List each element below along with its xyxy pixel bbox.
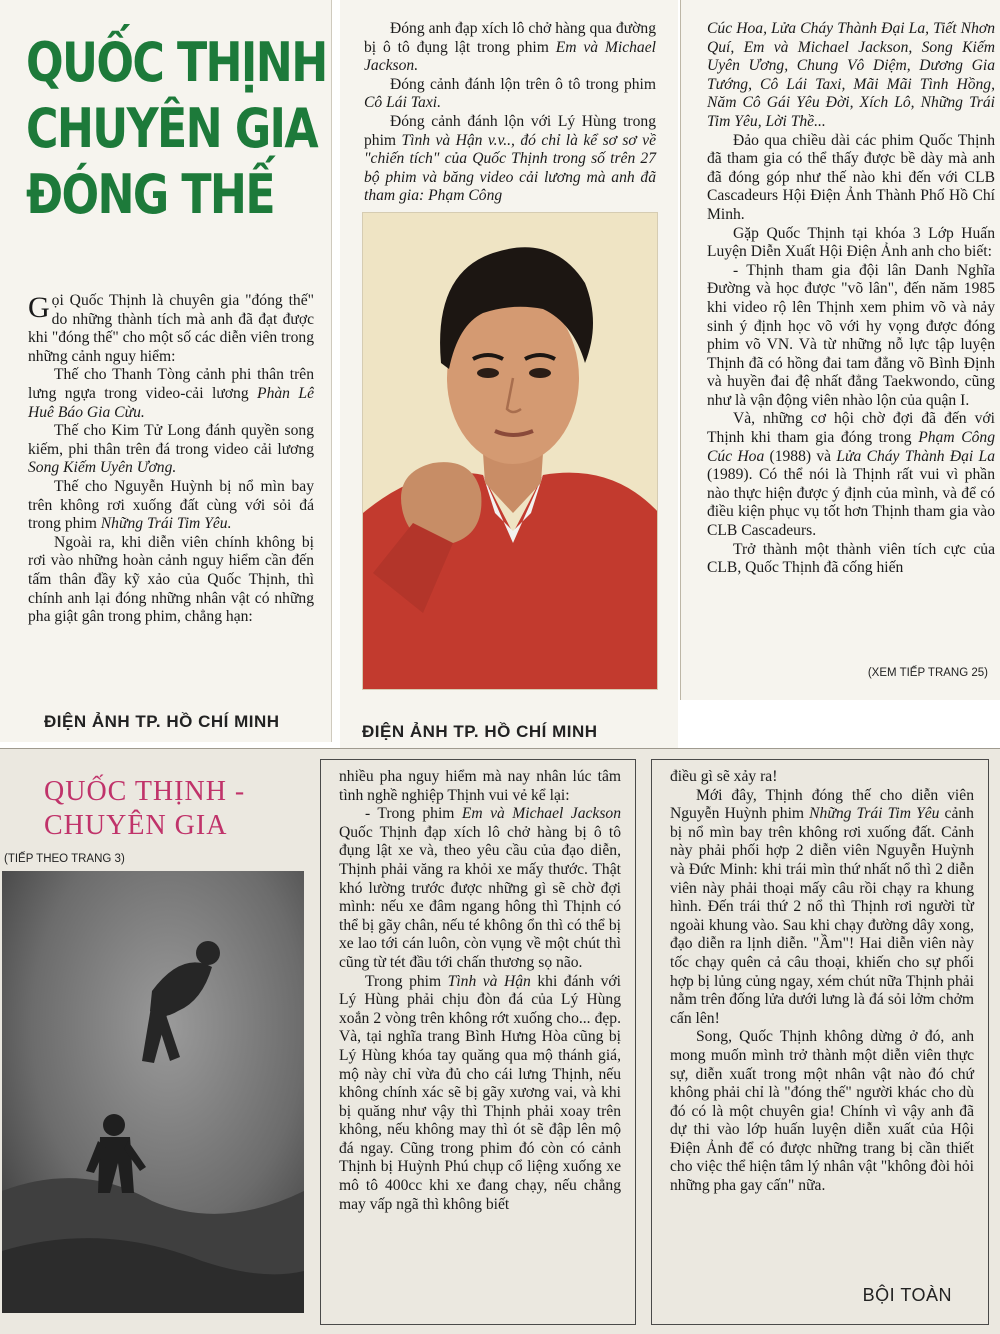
continuation-column bbox=[651, 759, 989, 1325]
article-column bbox=[364, 20, 656, 206]
continuation-column bbox=[320, 759, 636, 1325]
continuation-headline bbox=[44, 775, 304, 843]
paragraph: Cúc Hoa, Lửa Cháy Thành Đại La, Tiết Nhơn Quí, Em và Michael Jackson, Song Kiếm Uyên Ương, Chung Vô Diệm, Dương Gia Tướng, Cô Lái Taxi, Mãi Mãi Tình Hồng, Năm Cô Gái Yêu Đời, Xích Lô, Những Trái Tim Yêu, Lời Thề... bbox=[707, 20, 995, 130]
paragraph: Và, những cơ hội chờ đợi đã đến với Thịnh khi tham gia đóng trong Phạm Công Cúc Hoa (1988) và Lửa Cháy Thành Đại La (1989). Có thể nói là Thịnh rất vui vì phần nào thực hiện được ý định của mình, và để có điều kiện phục vụ tốt hơn Thịnh tham gia vào CLB Cascadeurs. bbox=[707, 410, 995, 540]
headline-line: CHUYÊN GIA bbox=[44, 810, 228, 841]
paragraph: nhiều pha nguy hiểm mà nay nhân lúc tâm tình nghề nghiệp Thịnh vui vẻ kể lại: bbox=[339, 768, 621, 804]
headline-line: QUỐC THỊNH - bbox=[44, 776, 246, 807]
portrait-illustration bbox=[363, 213, 658, 690]
headline-line: ĐÓNG THẾ bbox=[26, 163, 274, 226]
clipping-continuation bbox=[0, 748, 1000, 1334]
paragraph: Gọi Quốc Thịnh là chuyên gia "đóng thế" do những thành tích mà anh đã đạt được khi "đóng thế" cho một số các diễn viên trong những cảnh nguy hiểm: bbox=[28, 291, 314, 365]
portrait-photo bbox=[362, 212, 658, 690]
stunt-illustration bbox=[2, 871, 304, 1313]
paragraph: Đảo qua chiều dài các phim Quốc Thịnh đã tham gia có thể thấy được bề dày mà anh đã đóng góp như thế nào khi đến với CLB Cascadeurs Hội Điện Ảnh Thành Phố Hồ Chí Minh. bbox=[707, 131, 995, 223]
publication-footer: ĐIỆN ẢNH TP. HỒ CHÍ MINH bbox=[44, 712, 280, 731]
paragraph: điều gì sẽ xảy ra! bbox=[670, 768, 778, 785]
article-column bbox=[707, 20, 995, 578]
author-byline: BỘI TOÀN bbox=[862, 1285, 952, 1305]
paragraph: Thế cho Kim Tử Long đánh quyền song kiếm, phi thân trên đá trong video cải lương Song Kiếm Uyên Ương. bbox=[28, 422, 314, 477]
drop-cap: G bbox=[28, 291, 50, 324]
paragraph: Trong phim Tình và Hận khi đánh với Lý Hùng phải chịu đòn đá của Lý Hùng xoắn 2 vòng trên không rớt xuống cho... đẹp. Và, tại nghĩa trang Bình Hưng Hòa cũng bị Lý Hùng khóa tay quăng qua mộ thánh giá, mộ này chỉ vừa đủ cho cái lưng Thịnh, nếu không chính xác sẽ bị gãy xương vai, và khi bị quăng như vậy thì Thịnh phải xoay trên không, nếu không may thì ót sẽ đập lên mộ đá ngay. Cũng trong phim đó còn có cảnh Thịnh bị Huỳnh Phú chụp cổ liệng xuống xe mô tô 400cc khi xe đang chạy, nếu chẳng may vấp ngã thì không biết bbox=[339, 972, 621, 1213]
paragraph: Song, Quốc Thịnh không dừng ở đó, anh mong muốn mình trở thành một diễn viên thực sự, diễn xuất trong một nhân vật nào đó chứ không phải chỉ là "đóng thế" người khác cho dù đó có là một chuyên gia! Chính vì vậy anh đã dự thi vào lớp huấn luyện diễn xuất của Hội Điện Ảnh để có được những trang bị cần thiết cho việc thể hiện tâm lý nhân vật "không đòi hỏi những pha gay cấn" nữa. bbox=[670, 1028, 974, 1195]
paragraph: - Thịnh tham gia đội lân Danh Nghĩa Đường và học được "võ lân", đến năm 1985 khi video rộ lên Thịnh xem phim võ và nảy sinh ý định học võ với hy vọng được đóng phim võ VN. Và từ những nỗ lực tập luyện Thịnh đã có hồng đai tam đẳng võ Bình Định và huyền đai đệ nhất đẳng Taekwondo, cũng như là vận động viên nhào lộn của quận I. bbox=[707, 261, 995, 409]
headline-line: CHUYÊN GIA bbox=[26, 97, 317, 160]
continued-note: (XEM TIẾP TRANG 25) bbox=[867, 667, 988, 679]
clipping-right bbox=[680, 0, 1000, 700]
publication-footer: ĐIỆN ẢNH TP. HỒ CHÍ MINH bbox=[362, 722, 598, 741]
continued-from-note: (TIẾP THEO TRANG 3) bbox=[4, 853, 125, 865]
headline-line: QUỐC THỊNH bbox=[26, 31, 327, 94]
clipping-middle bbox=[340, 0, 678, 748]
paragraph: Đóng cảnh đánh lộn với Lý Hùng trong phim Tình và Hận v.v.., đó chỉ là kể sơ sơ về "chiến tích" của Quốc Thịnh trong số trên 27 bộ phim và băng video cải lương mà anh đã tham gia: Phạm Công bbox=[364, 112, 656, 205]
paragraph: Thế cho Thanh Tòng cảnh phi thân trên lưng ngựa trong video-cải lương Phàn Lê Huê Báo Gia Cừu. bbox=[28, 366, 314, 421]
paragraph: Đóng anh đạp xích lô chở hàng qua đường bị ô tô đụng lật trong phim Em và Michael Jackson. bbox=[364, 20, 656, 75]
paragraph: Đóng cảnh đánh lộn trên ô tô trong phim Cô Lái Taxi. bbox=[364, 75, 656, 112]
paragraph: Mới đây, Thịnh đóng thế cho diễn viên Nguyễn Huỳnh phim Những Trái Tim Yêu cảnh bị nổ mìn bay trên không rơi xuống đất. Cảnh này phải phối hợp 2 diễn viên Nguyễn Huỳnh và Đức Minh: khi trái mìn thứ nhất nổ thì 2 diễn viên này phải thoại mấy câu rồi chạy ra khung hình. Đến trái thứ 2 nổ thì Thịnh rơi người từ ngoài khung vào. Sau khi chạy đường dây xong, đạo diễn ra lịnh diễn. "Ầm"! Hai diễn viên này tốc chạy quên cả câu thoại, khiến cho sự phối hợp bị lủng củng ngay, xém chút nữa Thịnh phải nằm trên đống lửa dưới lưng là đá sỏi lởm chởm cấn lên! bbox=[670, 786, 974, 1027]
headline bbox=[26, 30, 327, 228]
clipping-left bbox=[0, 0, 332, 742]
paragraph: Ngoài ra, khi diễn viên chính không bị rơi vào những hoàn cảnh nguy hiểm cần đến tấm thân đầy kỹ xảo của Quốc Thịnh, thì chính anh lại đóng những nhân vật có những pha giật gân trong phim, chẳng hạn: bbox=[28, 533, 314, 626]
paragraph: Thế cho Nguyễn Huỳnh bị nổ mìn bay trên không rơi xuống đất cùng với sỏi đá trong phim Những Trái Tim Yêu. bbox=[28, 477, 314, 533]
paragraph: - Trong phim Em và Michael Jackson Quốc Thịnh đạp xích lô chở hàng bị ô tô đụng lật xe và, theo yêu cầu của đạo diễn, Thịnh phải văng ra khỏi xe mấy thước. Thật khó lường trước được những gì sẽ chờ đợi mình: nếu xe đâm ngang hông thì Thịnh có thể bị gãy chân, nếu té không ổn thì có thể bị xe lao tới cán luôn, còn vụng về một chút thì cũng từ tét đầu tới chấn thương sọ não. bbox=[339, 805, 621, 971]
paragraph: Gặp Quốc Thịnh tại khóa 3 Lớp Huấn Luyện Diễn Xuất Hội Điện Ảnh anh cho biết: bbox=[707, 224, 995, 261]
paragraph: Trở thành một thành viên tích cực của CLB, Quốc Thịnh đã cống hiến bbox=[707, 540, 995, 577]
article-column bbox=[28, 292, 314, 627]
stunt-photo bbox=[2, 871, 304, 1313]
